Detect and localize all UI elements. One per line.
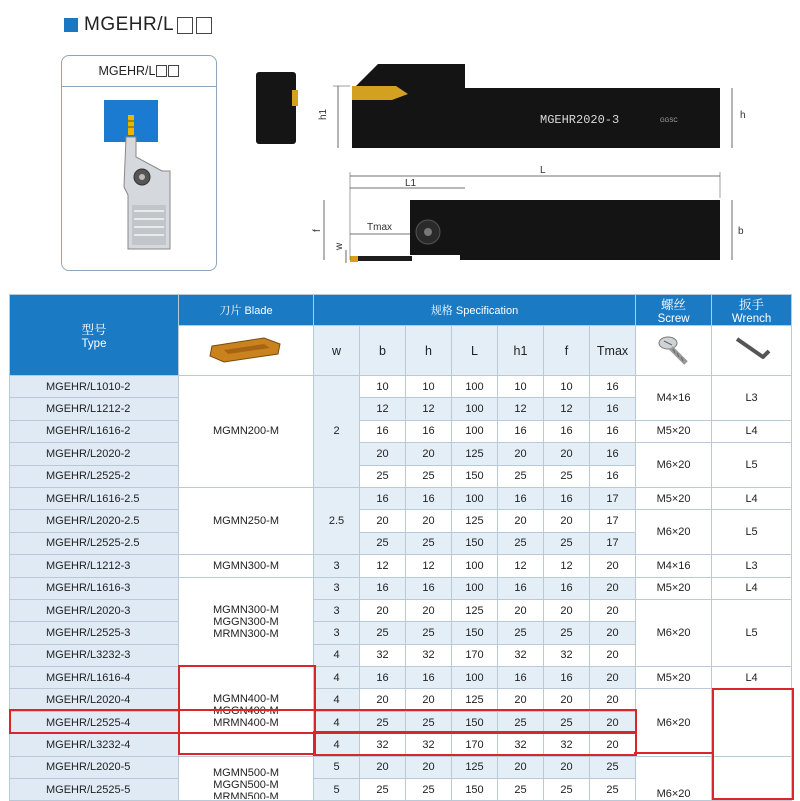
wrench-cell: L5	[712, 510, 792, 555]
h1-cell: 20	[498, 599, 544, 621]
col-header: h	[406, 326, 452, 376]
l-cell: 100	[452, 398, 498, 420]
l-cell: 125	[452, 756, 498, 778]
l-cell: 100	[452, 667, 498, 689]
l-cell: 150	[452, 622, 498, 644]
wrench-cell: L3	[712, 376, 792, 421]
h1-cell: 25	[498, 779, 544, 801]
wrench-cell: L4	[712, 487, 792, 509]
f-cell: 25	[544, 779, 590, 801]
w-cell: 3	[314, 622, 360, 644]
screw-cell: M6×20	[636, 510, 712, 555]
h1-cell: 16	[498, 487, 544, 509]
b-cell: 20	[360, 599, 406, 621]
f-cell: 20	[544, 756, 590, 778]
wrench-header-en: Wrench	[731, 313, 772, 325]
w-cell: 4	[314, 644, 360, 666]
type-header	[10, 295, 179, 376]
f-cell: 25	[544, 465, 590, 487]
b-cell: 12	[360, 555, 406, 577]
f-cell: 32	[544, 734, 590, 756]
f-cell: 12	[544, 555, 590, 577]
type-cell: MGEHR/L2525-5	[10, 779, 179, 801]
end-view-icon	[256, 72, 298, 144]
b-cell: 20	[360, 510, 406, 532]
h1-cell: 25	[498, 711, 544, 733]
tool-card	[61, 55, 217, 271]
h-cell: 32	[406, 644, 452, 666]
b-cell: 32	[360, 644, 406, 666]
title-placeholder-box	[177, 17, 193, 34]
w-cell: 2	[314, 376, 360, 488]
tmax-cell: 16	[590, 398, 636, 420]
wrench-cell: L4	[712, 667, 792, 689]
type-cell: MGEHR/L1212-2	[10, 398, 179, 420]
blade-cell	[179, 756, 314, 801]
w-cell: 2.5	[314, 487, 360, 554]
f-cell: 16	[544, 420, 590, 442]
type-cell: MGEHR/L2525-2.5	[10, 532, 179, 554]
type-cell: MGEHR/L2525-4	[10, 711, 179, 733]
screw-cell: M5×20	[636, 667, 712, 689]
title-text: MGEHR/L	[84, 14, 175, 35]
h1-cell: 32	[498, 644, 544, 666]
f-cell: 25	[544, 532, 590, 554]
card-placeholder-box	[156, 65, 167, 77]
tmax-cell: 20	[590, 644, 636, 666]
w-cell: 3	[314, 599, 360, 621]
type-header-zh: 型号	[81, 323, 107, 337]
h1-cell: 20	[498, 756, 544, 778]
card-placeholder-box	[168, 65, 179, 77]
tmax-cell: 17	[590, 510, 636, 532]
wrench-cell: L5	[712, 443, 792, 488]
col-header: h1	[498, 326, 544, 376]
screw-cell: M5×20	[636, 420, 712, 442]
screw-header-zh: 螺丝	[661, 298, 687, 312]
h1-cell: 16	[498, 577, 544, 599]
h1-cell: 10	[498, 376, 544, 398]
l-cell: 100	[452, 487, 498, 509]
type-cell: MGEHR/L2525-2	[10, 465, 179, 487]
type-cell: MGEHR/L2525-3	[10, 622, 179, 644]
dim-L: L	[540, 165, 546, 176]
wrench-header-zh: 扳手	[739, 298, 765, 312]
screw-cell: M6×20	[636, 756, 712, 801]
h-cell: 16	[406, 667, 452, 689]
type-cell: MGEHR/L1616-4	[10, 667, 179, 689]
h-cell: 16	[406, 577, 452, 599]
f-cell: 12	[544, 398, 590, 420]
blade-cell: MGMN200-M	[179, 376, 314, 488]
wrench-icon	[729, 329, 775, 369]
h-cell: 20	[406, 510, 452, 532]
type-cell: MGEHR/L3232-4	[10, 734, 179, 756]
h1-cell: 32	[498, 734, 544, 756]
title-square-icon	[64, 18, 78, 32]
wrench-cell: L4	[712, 420, 792, 442]
dim-L1: L1	[405, 178, 417, 189]
dim-h: h	[740, 110, 746, 121]
wrench-cell	[712, 689, 792, 756]
b-cell: 25	[360, 779, 406, 801]
blade-cell: MGMN300-M	[179, 555, 314, 577]
w-cell: 4	[314, 667, 360, 689]
col-header: w	[314, 326, 360, 376]
h1-cell: 12	[498, 555, 544, 577]
blade-line: MRMN400-M	[213, 717, 279, 730]
f-cell: 16	[544, 487, 590, 509]
tmax-cell: 16	[590, 465, 636, 487]
blade-line: MGGN300-M	[213, 615, 279, 628]
screw-image-cell	[636, 326, 712, 376]
b-cell: 25	[360, 532, 406, 554]
tmax-cell: 20	[590, 555, 636, 577]
h-cell: 20	[406, 443, 452, 465]
h1-cell: 25	[498, 532, 544, 554]
screw-header-en: Screw	[657, 313, 690, 325]
type-cell: MGEHR/L3232-3	[10, 644, 179, 666]
h1-cell: 20	[498, 443, 544, 465]
f-cell: 25	[544, 622, 590, 644]
tmax-cell: 20	[590, 599, 636, 621]
screw-cell: M4×16	[636, 555, 712, 577]
blade-insert-icon	[206, 334, 286, 364]
w-cell: 5	[314, 779, 360, 801]
w-cell: 5	[314, 756, 360, 778]
type-cell: MGEHR/L2020-3	[10, 599, 179, 621]
tool-marking: MGEHR2020-3	[540, 113, 620, 127]
screw-cell: M4×16	[636, 376, 712, 421]
page-title	[64, 12, 212, 38]
col-header: L	[452, 326, 498, 376]
type-cell: MGEHR/L1616-3	[10, 577, 179, 599]
l-cell: 170	[452, 644, 498, 666]
spec-header: 规格 Specification	[314, 295, 636, 326]
screw-header	[636, 295, 712, 326]
b-cell: 32	[360, 734, 406, 756]
h-cell: 16	[406, 487, 452, 509]
blade-cell	[179, 577, 314, 667]
h-cell: 12	[406, 555, 452, 577]
dim-b: b	[738, 226, 744, 237]
screw-cell: M6×20	[636, 689, 712, 756]
card-title	[62, 56, 216, 87]
tmax-cell: 20	[590, 734, 636, 756]
screw-cell: M6×20	[636, 443, 712, 488]
tmax-cell: 17	[590, 532, 636, 554]
tmax-cell: 16	[590, 443, 636, 465]
tool-schematic-icon	[62, 87, 216, 292]
dim-f: f	[312, 229, 323, 232]
dim-w: w	[334, 242, 345, 250]
wrench-cell: L5	[712, 599, 792, 666]
b-cell: 16	[360, 487, 406, 509]
h1-cell: 25	[498, 465, 544, 487]
f-cell: 32	[544, 644, 590, 666]
h1-cell: 20	[498, 689, 544, 711]
h-cell: 16	[406, 420, 452, 442]
tool-code: GGSC	[660, 118, 678, 124]
l-cell: 170	[452, 734, 498, 756]
type-cell: MGEHR/L1616-2.5	[10, 487, 179, 509]
tmax-cell: 16	[590, 376, 636, 398]
h-cell: 32	[406, 734, 452, 756]
l-cell: 100	[452, 555, 498, 577]
tmax-cell: 17	[590, 487, 636, 509]
h1-cell: 16	[498, 420, 544, 442]
col-header: Tmax	[590, 326, 636, 376]
blade-cell	[179, 667, 314, 757]
f-cell: 25	[544, 711, 590, 733]
blade-cell: MGMN250-M	[179, 487, 314, 554]
blade-line: MGGN400-M	[213, 705, 279, 718]
wrench-header	[712, 295, 792, 326]
title-placeholder-box	[196, 17, 212, 34]
col-header: b	[360, 326, 406, 376]
w-cell: 4	[314, 689, 360, 711]
l-cell: 150	[452, 465, 498, 487]
h-cell: 20	[406, 689, 452, 711]
l-cell: 150	[452, 532, 498, 554]
tmax-cell: 25	[590, 756, 636, 778]
f-cell: 20	[544, 599, 590, 621]
type-cell: MGEHR/L1010-2	[10, 376, 179, 398]
h-cell: 12	[406, 398, 452, 420]
l-cell: 125	[452, 599, 498, 621]
blade-line: MGMN300-M	[212, 603, 279, 616]
tmax-cell: 20	[590, 689, 636, 711]
tmax-cell: 20	[590, 622, 636, 644]
w-cell: 4	[314, 734, 360, 756]
l-cell: 125	[452, 510, 498, 532]
card-label: MGEHR/L	[98, 64, 156, 78]
type-header-en: Type	[81, 338, 107, 350]
tmax-cell: 20	[590, 711, 636, 733]
blade-line: MRMN500-M	[213, 790, 279, 799]
blade-line: MGMN400-M	[212, 693, 279, 706]
h-cell: 20	[406, 599, 452, 621]
dim-h1: h1	[318, 108, 329, 120]
l-cell: 125	[452, 443, 498, 465]
f-cell: 16	[544, 577, 590, 599]
f-cell: 20	[544, 510, 590, 532]
l-cell: 100	[452, 420, 498, 442]
wrench-cell: L3	[712, 555, 792, 577]
wrench-cell	[712, 756, 792, 801]
type-cell: MGEHR/L2020-2.5	[10, 510, 179, 532]
f-cell: 20	[544, 689, 590, 711]
type-cell: MGEHR/L2020-4	[10, 689, 179, 711]
w-cell: 4	[314, 711, 360, 733]
side-view-tool-icon	[352, 64, 720, 148]
h1-cell: 25	[498, 622, 544, 644]
tmax-cell: 25	[590, 779, 636, 801]
b-cell: 20	[360, 443, 406, 465]
wrench-image-cell	[712, 326, 792, 376]
dim-tmax: Tmax	[367, 222, 392, 233]
b-cell: 20	[360, 756, 406, 778]
h-cell: 25	[406, 465, 452, 487]
tmax-cell: 16	[590, 420, 636, 442]
tmax-cell: 20	[590, 667, 636, 689]
l-cell: 150	[452, 711, 498, 733]
tmax-cell: 20	[590, 577, 636, 599]
type-cell: MGEHR/L2020-2	[10, 443, 179, 465]
w-cell: 3	[314, 555, 360, 577]
b-cell: 16	[360, 667, 406, 689]
l-cell: 150	[452, 779, 498, 801]
l-cell: 125	[452, 689, 498, 711]
blade-line: MGGN500-M	[213, 778, 279, 791]
f-cell: 20	[544, 443, 590, 465]
blade-line: MGMN500-M	[212, 766, 279, 779]
h1-cell: 20	[498, 510, 544, 532]
h-cell: 25	[406, 622, 452, 644]
h-cell: 10	[406, 376, 452, 398]
technical-drawing	[250, 60, 750, 280]
screw-cell: M5×20	[636, 577, 712, 599]
h-cell: 25	[406, 532, 452, 554]
h-cell: 20	[406, 756, 452, 778]
b-cell: 16	[360, 420, 406, 442]
b-cell: 20	[360, 689, 406, 711]
col-header: f	[544, 326, 590, 376]
f-cell: 10	[544, 376, 590, 398]
type-cell: MGEHR/L1616-2	[10, 420, 179, 442]
type-cell: MGEHR/L1212-3	[10, 555, 179, 577]
blade-image-cell	[179, 326, 314, 376]
b-cell: 25	[360, 622, 406, 644]
h-cell: 25	[406, 711, 452, 733]
h1-cell: 16	[498, 667, 544, 689]
type-cell: MGEHR/L2020-5	[10, 756, 179, 778]
h1-cell: 12	[498, 398, 544, 420]
b-cell: 12	[360, 398, 406, 420]
screw-cell: M6×20	[636, 599, 712, 666]
b-cell: 25	[360, 711, 406, 733]
blade-header: 刀片 Blade	[179, 295, 314, 326]
w-cell: 3	[314, 577, 360, 599]
l-cell: 100	[452, 376, 498, 398]
l-cell: 100	[452, 577, 498, 599]
wrench-cell: L4	[712, 577, 792, 599]
b-cell: 25	[360, 465, 406, 487]
top-view-tool-icon	[350, 200, 720, 262]
b-cell: 10	[360, 376, 406, 398]
b-cell: 16	[360, 577, 406, 599]
screw-cell: M5×20	[636, 487, 712, 509]
h-cell: 25	[406, 779, 452, 801]
screw-icon	[654, 329, 694, 369]
spec-table	[9, 294, 792, 801]
f-cell: 16	[544, 667, 590, 689]
blade-line: MRMN300-M	[213, 627, 279, 640]
